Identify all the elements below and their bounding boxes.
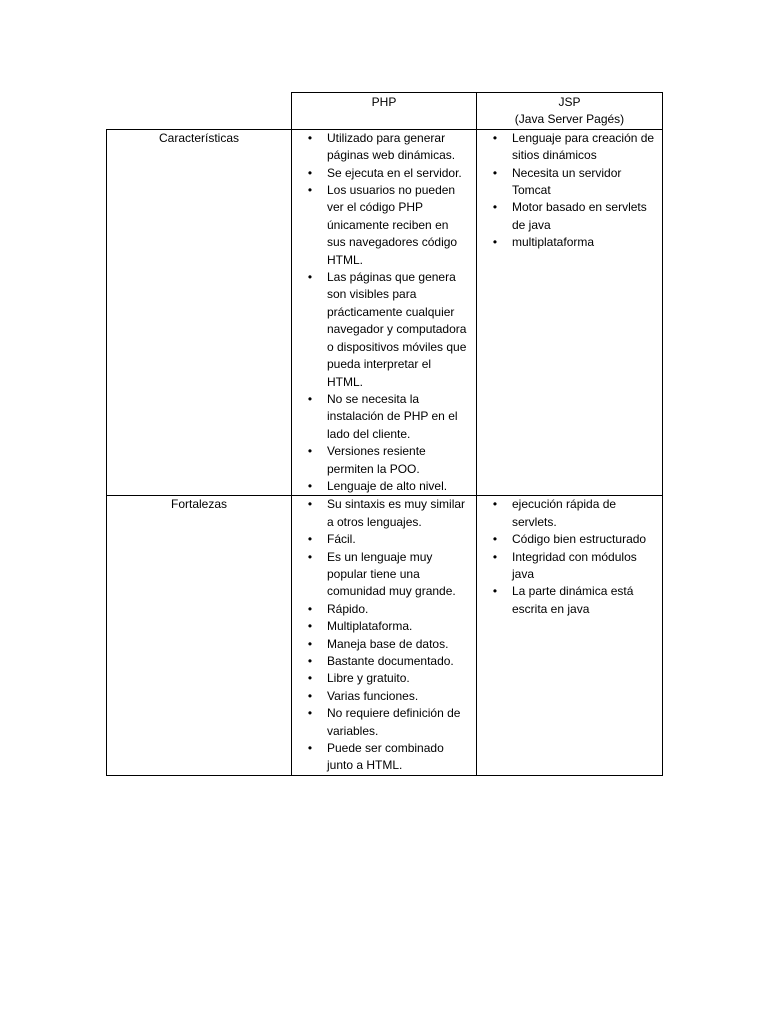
bullet-icon: • xyxy=(307,497,313,512)
bullet-icon: • xyxy=(307,183,313,198)
list-item-text: Código bien estructurado xyxy=(512,532,647,547)
bullet-icon: • xyxy=(307,444,313,459)
list-item-text: No requiere definición de variables. xyxy=(327,706,461,738)
list-item-text: Su sintaxis es muy similar a otros lenguajes. xyxy=(327,497,466,529)
list-item xyxy=(307,618,470,635)
list-item xyxy=(492,199,656,234)
list-item-text: Bastante documentado. xyxy=(327,654,454,668)
bullet-icon: • xyxy=(307,636,313,651)
bullet-icon: • xyxy=(492,584,498,599)
bullet-icon: • xyxy=(307,688,313,703)
table-row xyxy=(107,129,663,496)
list-item-text: ejecución rápida de servlets. xyxy=(512,497,617,529)
list-item-text: Rápido. xyxy=(327,601,369,616)
list-item xyxy=(492,234,656,251)
list-item xyxy=(307,391,470,443)
row-label-fortalezas: Fortalezas xyxy=(107,496,292,776)
list-item-text: Las páginas que genera son visibles para prácticamente cualquier navegador y computadora o dispositivos móviles que pueda interpretar el HTML. xyxy=(327,270,467,389)
bullet-icon: • xyxy=(307,671,313,686)
list-item-text: Versiones resiente permiten la POO. xyxy=(327,444,426,476)
list-item-text: Integridad con módulos java xyxy=(512,549,637,581)
list-item-text: La parte dinámica está escrita en java xyxy=(512,584,634,616)
list-item-text: Multiplataforma. xyxy=(327,619,413,634)
bullet-icon: • xyxy=(307,601,313,616)
bullet-icon: • xyxy=(492,497,498,512)
bullet-icon: • xyxy=(307,741,313,756)
list-item-text: Los usuarios no pueden ver el código PHP únicamente reciben en sus navegadores código HTML. xyxy=(327,183,458,267)
table-row xyxy=(107,496,663,776)
list-item xyxy=(307,269,470,391)
list-item xyxy=(307,705,470,740)
list-item xyxy=(492,130,656,165)
header-jsp-label: JSP xyxy=(558,95,581,109)
bullet-icon: • xyxy=(307,270,313,285)
bullet-icon: • xyxy=(492,130,498,145)
header-corner-cell xyxy=(107,93,292,130)
header-php xyxy=(292,93,477,130)
list-item-text: Lenguaje de alto nivel. xyxy=(327,478,448,493)
list-item-text: Motor basado en servlets de java xyxy=(512,200,647,232)
bullet-icon: • xyxy=(492,200,498,215)
list-item xyxy=(492,165,656,200)
bullet-icon: • xyxy=(307,654,313,668)
header-jsp xyxy=(477,93,663,130)
php-bullet-list xyxy=(292,130,476,496)
list-item-text: Libre y gratuito. xyxy=(327,671,410,686)
list-item xyxy=(307,653,470,670)
bullet-icon: • xyxy=(307,549,313,564)
php-bullet-list xyxy=(292,496,476,775)
list-item-text: Fácil. xyxy=(327,532,356,547)
bullet-icon: • xyxy=(307,165,313,180)
bullet-icon: • xyxy=(492,532,498,547)
list-item xyxy=(307,688,470,705)
list-item-text: Puede ser combinado junto a HTML. xyxy=(327,741,444,773)
list-item-text: Es un lenguaje muy popular tiene una comunidad muy grande. xyxy=(327,549,456,599)
jsp-cell xyxy=(477,496,663,776)
bullet-icon: • xyxy=(307,706,313,721)
list-item xyxy=(492,531,656,548)
list-item xyxy=(307,549,470,601)
jsp-bullet-list xyxy=(477,130,662,252)
jsp-cell xyxy=(477,129,663,496)
list-item xyxy=(307,165,470,182)
row-label-caracteristicas: Características xyxy=(107,129,292,496)
list-item-text: No se necesita la instalación de PHP en el lado del cliente. xyxy=(327,391,458,441)
list-item xyxy=(307,182,470,269)
list-item xyxy=(307,601,470,618)
list-item-text: Se ejecuta en el servidor. xyxy=(327,165,462,180)
bullet-icon: • xyxy=(307,532,313,547)
list-item xyxy=(307,670,470,687)
list-item-text: Varias funciones. xyxy=(327,688,419,703)
list-item xyxy=(492,549,656,584)
list-item-text: Necesita un servidor Tomcat xyxy=(512,165,622,198)
php-cell xyxy=(292,129,477,496)
list-item-text: multiplataforma xyxy=(512,235,595,250)
header-jsp-sublabel: (Java Server Pagés) xyxy=(514,112,625,127)
bullet-icon: • xyxy=(307,391,313,406)
bullet-icon: • xyxy=(307,619,313,634)
list-item xyxy=(307,443,470,478)
list-item-text: Maneja base de datos. xyxy=(327,636,449,651)
list-item xyxy=(307,740,470,775)
php-cell xyxy=(292,496,477,776)
list-item xyxy=(492,496,656,531)
bullet-icon: • xyxy=(492,235,498,250)
list-item xyxy=(307,636,470,653)
bullet-icon: • xyxy=(492,549,498,564)
list-item-text: Utilizado para generar páginas web dinámicas. xyxy=(327,130,456,163)
bullet-icon: • xyxy=(492,165,498,180)
comparison-table xyxy=(106,92,663,776)
list-item xyxy=(492,583,656,618)
list-item xyxy=(307,478,470,495)
list-item xyxy=(307,531,470,548)
bullet-icon: • xyxy=(307,130,313,145)
list-item xyxy=(307,496,470,531)
bullet-icon: • xyxy=(307,478,313,493)
table-header-row xyxy=(107,93,663,130)
header-php-label: PHP xyxy=(371,95,397,109)
list-item xyxy=(307,130,470,165)
list-item-text: Lenguaje para creación de sitios dinámicos xyxy=(512,130,655,163)
jsp-bullet-list xyxy=(477,496,662,618)
